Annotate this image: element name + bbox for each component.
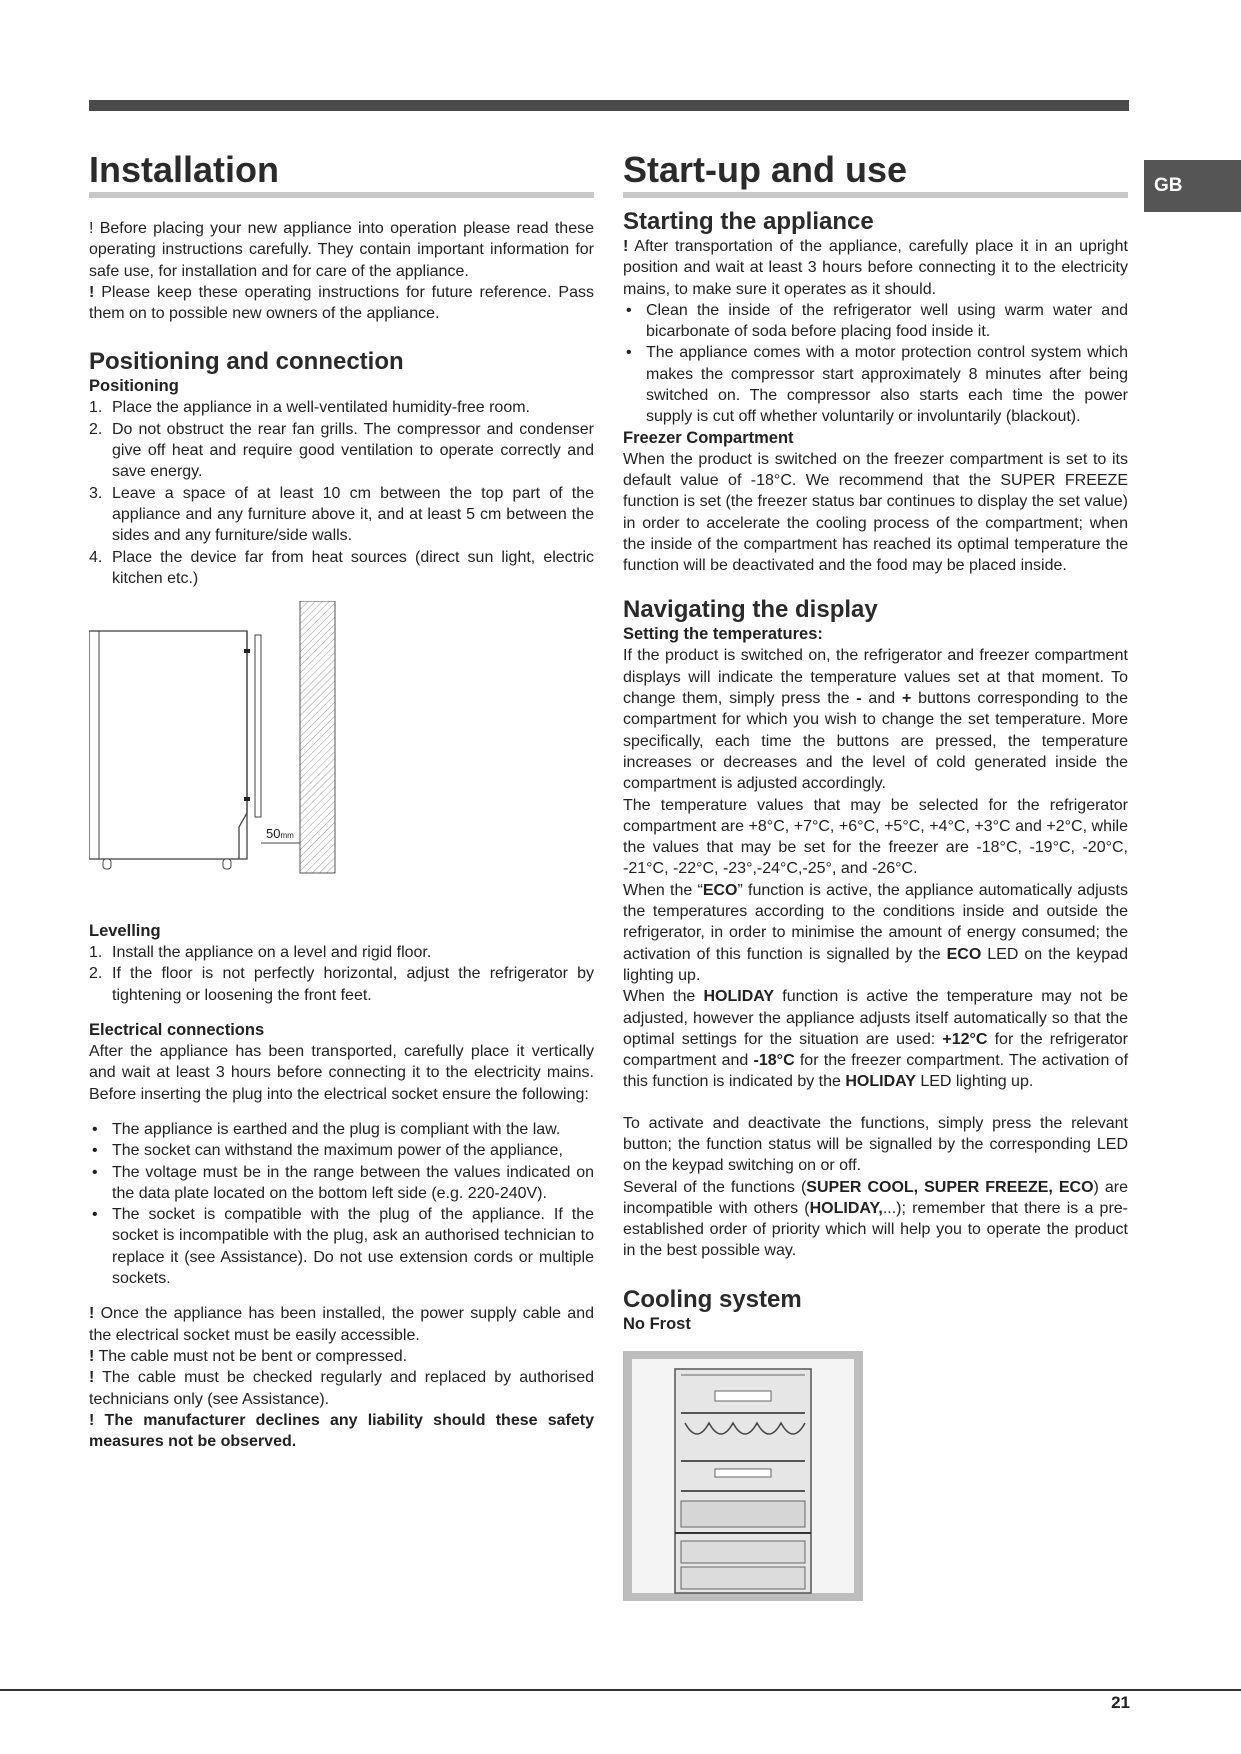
text: ) are incompatible with others ( — [623, 1178, 1129, 1217]
item-number: 2. — [89, 420, 103, 438]
list-item — [89, 1140, 594, 1161]
text: Several of the functions ( — [623, 1178, 807, 1196]
list-item — [623, 300, 1128, 343]
positioning-subheading: Positioning — [89, 377, 179, 396]
intro-paragraph-1: ! Before placing your new appliance into operation please read these operating instructions carefully. They contain important information for safe use, for installation and for care of the appliance. — [89, 220, 594, 280]
list-item — [89, 963, 594, 1006]
item-number: 1. — [89, 399, 103, 417]
air-vent — [715, 1391, 771, 1401]
incompatible-paragraph — [623, 1177, 1128, 1262]
left-column — [89, 150, 594, 1452]
bullet: • — [92, 1163, 98, 1181]
navigating-paragraph-1 — [623, 645, 1128, 794]
electrical-list — [89, 1119, 594, 1289]
bullet: • — [626, 344, 632, 362]
exclamation-mark: ! — [89, 1347, 95, 1365]
liability-warning: ! The manufacturer declines any liability should these safety measures not be observed. — [89, 1411, 594, 1451]
condenser — [255, 635, 261, 817]
clearance-label: 50mm — [266, 826, 294, 842]
item-text: The socket is compatible with the plug of the appliance. If the socket is incompatible with the plug, ask an authorised technician to replace it (see Assistance). Do not use extension cords or multiple sockets. — [112, 1206, 594, 1288]
list-item — [89, 547, 594, 590]
footer-rule — [0, 1689, 1241, 1691]
positioning-list — [89, 397, 594, 589]
navigating-heading: Navigating the display — [623, 596, 878, 624]
list-item — [89, 942, 594, 963]
levelling-list — [89, 942, 594, 1006]
installation-title: Installation — [89, 150, 594, 198]
text: When the “ — [623, 881, 703, 899]
text: and — [861, 690, 902, 708]
list-item — [623, 342, 1128, 427]
cooling-heading: Cooling system — [623, 1285, 802, 1313]
item-text: Install the appliance on a level and rigid floor. — [112, 944, 432, 962]
text: for the freezer compartment. The activation of this function is indicated by the — [623, 1052, 1129, 1091]
function-names: SUPER COOL, SUPER FREEZE, ECO — [806, 1178, 1094, 1196]
starting-list — [623, 300, 1128, 428]
electrical-heading: Electrical connections — [89, 1021, 265, 1040]
wall — [300, 601, 335, 873]
freezer-drawer — [681, 1541, 805, 1563]
text: If the product is switched on, the refrigerator and freezer compartment displays will indicate the temperature values set at that moment. To change them, simply press the — [623, 647, 1128, 708]
electrical-paragraph: After the appliance has been transported, carefully place it vertically and wait at least 3 hours before connecting it to the electricity mains. Before inserting the plug into the electrical socket ensure the following: — [89, 1043, 594, 1103]
item-number: 2. — [89, 965, 103, 983]
levelling-heading: Levelling — [89, 922, 161, 941]
bullet: • — [626, 301, 632, 319]
list-item — [89, 483, 594, 547]
rear-foot — [223, 859, 231, 869]
positioning-heading: Positioning and connection — [89, 348, 404, 376]
list-item — [89, 1204, 594, 1289]
warning-paragraph-2 — [89, 1346, 594, 1367]
language-tab: GB — [1144, 160, 1241, 212]
item-text: The appliance comes with a motor protection control system which makes the compressor start approximately 8 minutes after being switched on. The compressor also starts each time the power supply is cut off whether voluntarily or involuntarily (blackout). — [646, 344, 1128, 426]
freezer-drawer — [681, 1567, 805, 1589]
text: LED on the keypad lighting up. — [623, 945, 1128, 984]
item-text: Place the device far from heat sources (direct sun light, electric kitchen etc.) — [112, 548, 594, 587]
fridge-interior-image — [623, 1351, 863, 1601]
text: buttons corresponding to the compartment for which you wish to change the set temperature. More specifically, each time the buttons are pressed, the temperature increases or decreases and the level of cold generated inside the compartment is adjusted accordingly. — [623, 690, 1129, 793]
item-number: 3. — [89, 484, 103, 502]
warning-paragraph-1 — [89, 1303, 594, 1346]
right-column — [623, 150, 1128, 1601]
eco-label: ECO — [702, 881, 738, 899]
freezer-heading: Freezer Compartment — [623, 428, 794, 447]
warning-paragraph-3 — [89, 1367, 594, 1410]
intro-text-2: Please keep these operating instructions for future reference. Pass them on to possible new owners of the appliance. — [89, 283, 594, 323]
bullet: • — [92, 1120, 98, 1138]
holiday-paragraph — [623, 986, 1128, 1092]
navigating-paragraph-2: The temperature values that may be selected for the refrigerator compartment are +8°C, +7°C, +6°C, +5°C, +4°C, +3°C and +2°C, while the values that may be set for the freezer are -18°C, -19°C, -20°C, -21°C, -22°C, -23°,-24°C,-25°, and -26°C. — [623, 796, 1128, 878]
fridge-body — [89, 631, 247, 859]
text: ” function is active, the appliance automatically adjusts the temperatures according to the conditions inside and outside the refrigerator, in order to minimise the amount of energy consumed; the activation of this function is signalled by the — [623, 881, 1128, 963]
text: ...); remember that there is a pre-established order of priority which will help you to operate the product in the best possible way. — [623, 1199, 1128, 1260]
fridge-wall-clearance-diagram — [89, 601, 594, 901]
warning-text: The cable must be checked regularly and replaced by authorised technicians only (see Assistance). — [89, 1369, 594, 1408]
list-item — [89, 1162, 594, 1205]
exclamation-mark: ! — [623, 238, 629, 255]
bullet: • — [92, 1206, 98, 1224]
temperatures-subheading: Setting the temperatures: — [623, 625, 823, 644]
text: for the refrigerator compartment and — [623, 1030, 1129, 1070]
eco-label: ECO — [946, 945, 982, 963]
bullet: • — [92, 1142, 98, 1160]
item-number: 4. — [89, 548, 103, 566]
minus-symbol: - — [856, 690, 862, 708]
header-rule — [89, 100, 1129, 111]
item-text: The appliance is earthed and the plug is compliant with the law. — [112, 1120, 561, 1138]
item-text: Do not obstruct the rear fan grills. The compressor and condenser give off heat and require good ventilation to operate correctly and save energy. — [112, 420, 594, 481]
freezer-paragraph: When the product is switched on the freezer compartment is set to its default value of -18°C. We recommend that the SUPER FREEZE function is set (the freezer status bar continues to display the set value) in order to accelerate the cooling process of the compartment; when the inside of the compartment has reached its optimal temperature the function will be deactivated and the food may be placed inside. — [623, 450, 1128, 575]
item-text: If the floor is not perfectly horizontal, adjust the refrigerator by tightening or loosening the front feet. — [112, 965, 594, 1004]
item-text: Place the appliance in a well-ventilated humidity-free room. — [112, 399, 530, 417]
item-text: Clean the inside of the refrigerator well using warm water and bicarbonate of soda before placing food inside it. — [646, 301, 1128, 341]
item-text: Leave a space of at least 10 cm between the top part of the appliance and any furniture above it, and at least 5 cm between the sides and any furniture/side walls. — [112, 484, 594, 545]
warning-text: The cable must not be bent or compressed. — [94, 1347, 408, 1365]
item-number: 1. — [89, 944, 103, 962]
positioning-diagram — [89, 601, 594, 901]
page-number: 21 — [1111, 1693, 1130, 1712]
text: When the — [623, 988, 704, 1006]
item-text: The socket can withstand the maximum power of the appliance, — [112, 1142, 563, 1160]
air-vent — [715, 1469, 771, 1477]
list-item — [89, 419, 594, 483]
function-names: HOLIDAY, — [809, 1199, 883, 1217]
text: function is active the temperature may not be adjusted, however the appliance adjusts itself automatically so that the optimal settings for the situation are used: — [623, 988, 1128, 1048]
front-foot — [103, 859, 111, 869]
holiday-label: HOLIDAY — [845, 1073, 916, 1091]
exclamation-mark: ! — [89, 283, 95, 301]
starting-text: After transportation of the appliance, carefully place it in an upright position and wait at least 3 hours before connecting it to the electricity mains, to make sure it operates as it should. — [623, 238, 1128, 298]
warning-text: Once the appliance has been installed, the power supply cable and the electrical socket must be easily accessible. — [89, 1305, 594, 1344]
eco-paragraph — [623, 880, 1128, 986]
intro-paragraph-2 — [89, 282, 594, 325]
list-item — [89, 1119, 594, 1140]
cooling-subheading: No Frost — [623, 1314, 691, 1333]
exclamation-mark: ! — [89, 1305, 95, 1323]
crisper-drawer — [681, 1501, 805, 1527]
text: LED lighting up. — [915, 1073, 1034, 1091]
no-frost-interior-illustration — [623, 1351, 863, 1601]
spacer-bottom — [244, 797, 250, 801]
startup-title: Start-up and use — [623, 150, 1128, 198]
temperature-value: +12°C — [942, 1030, 988, 1048]
spacer-top — [244, 649, 250, 653]
list-item — [89, 397, 594, 418]
activate-paragraph: To activate and deactivate the functions, simply press the relevant button; the function status will be signalled by the corresponding LED on the keypad switching on or off. — [623, 1114, 1128, 1175]
temperature-value: -18°C — [753, 1052, 795, 1070]
item-text: The voltage must be in the range between the values indicated on the data plate located on the bottom left side (e.g. 220-240V). — [112, 1163, 594, 1202]
starting-heading: Starting the appliance — [623, 208, 874, 235]
plus-symbol: + — [901, 690, 912, 708]
holiday-label: HOLIDAY — [703, 988, 775, 1006]
starting-paragraph — [623, 236, 1128, 300]
exclamation-mark: ! — [89, 1369, 95, 1387]
